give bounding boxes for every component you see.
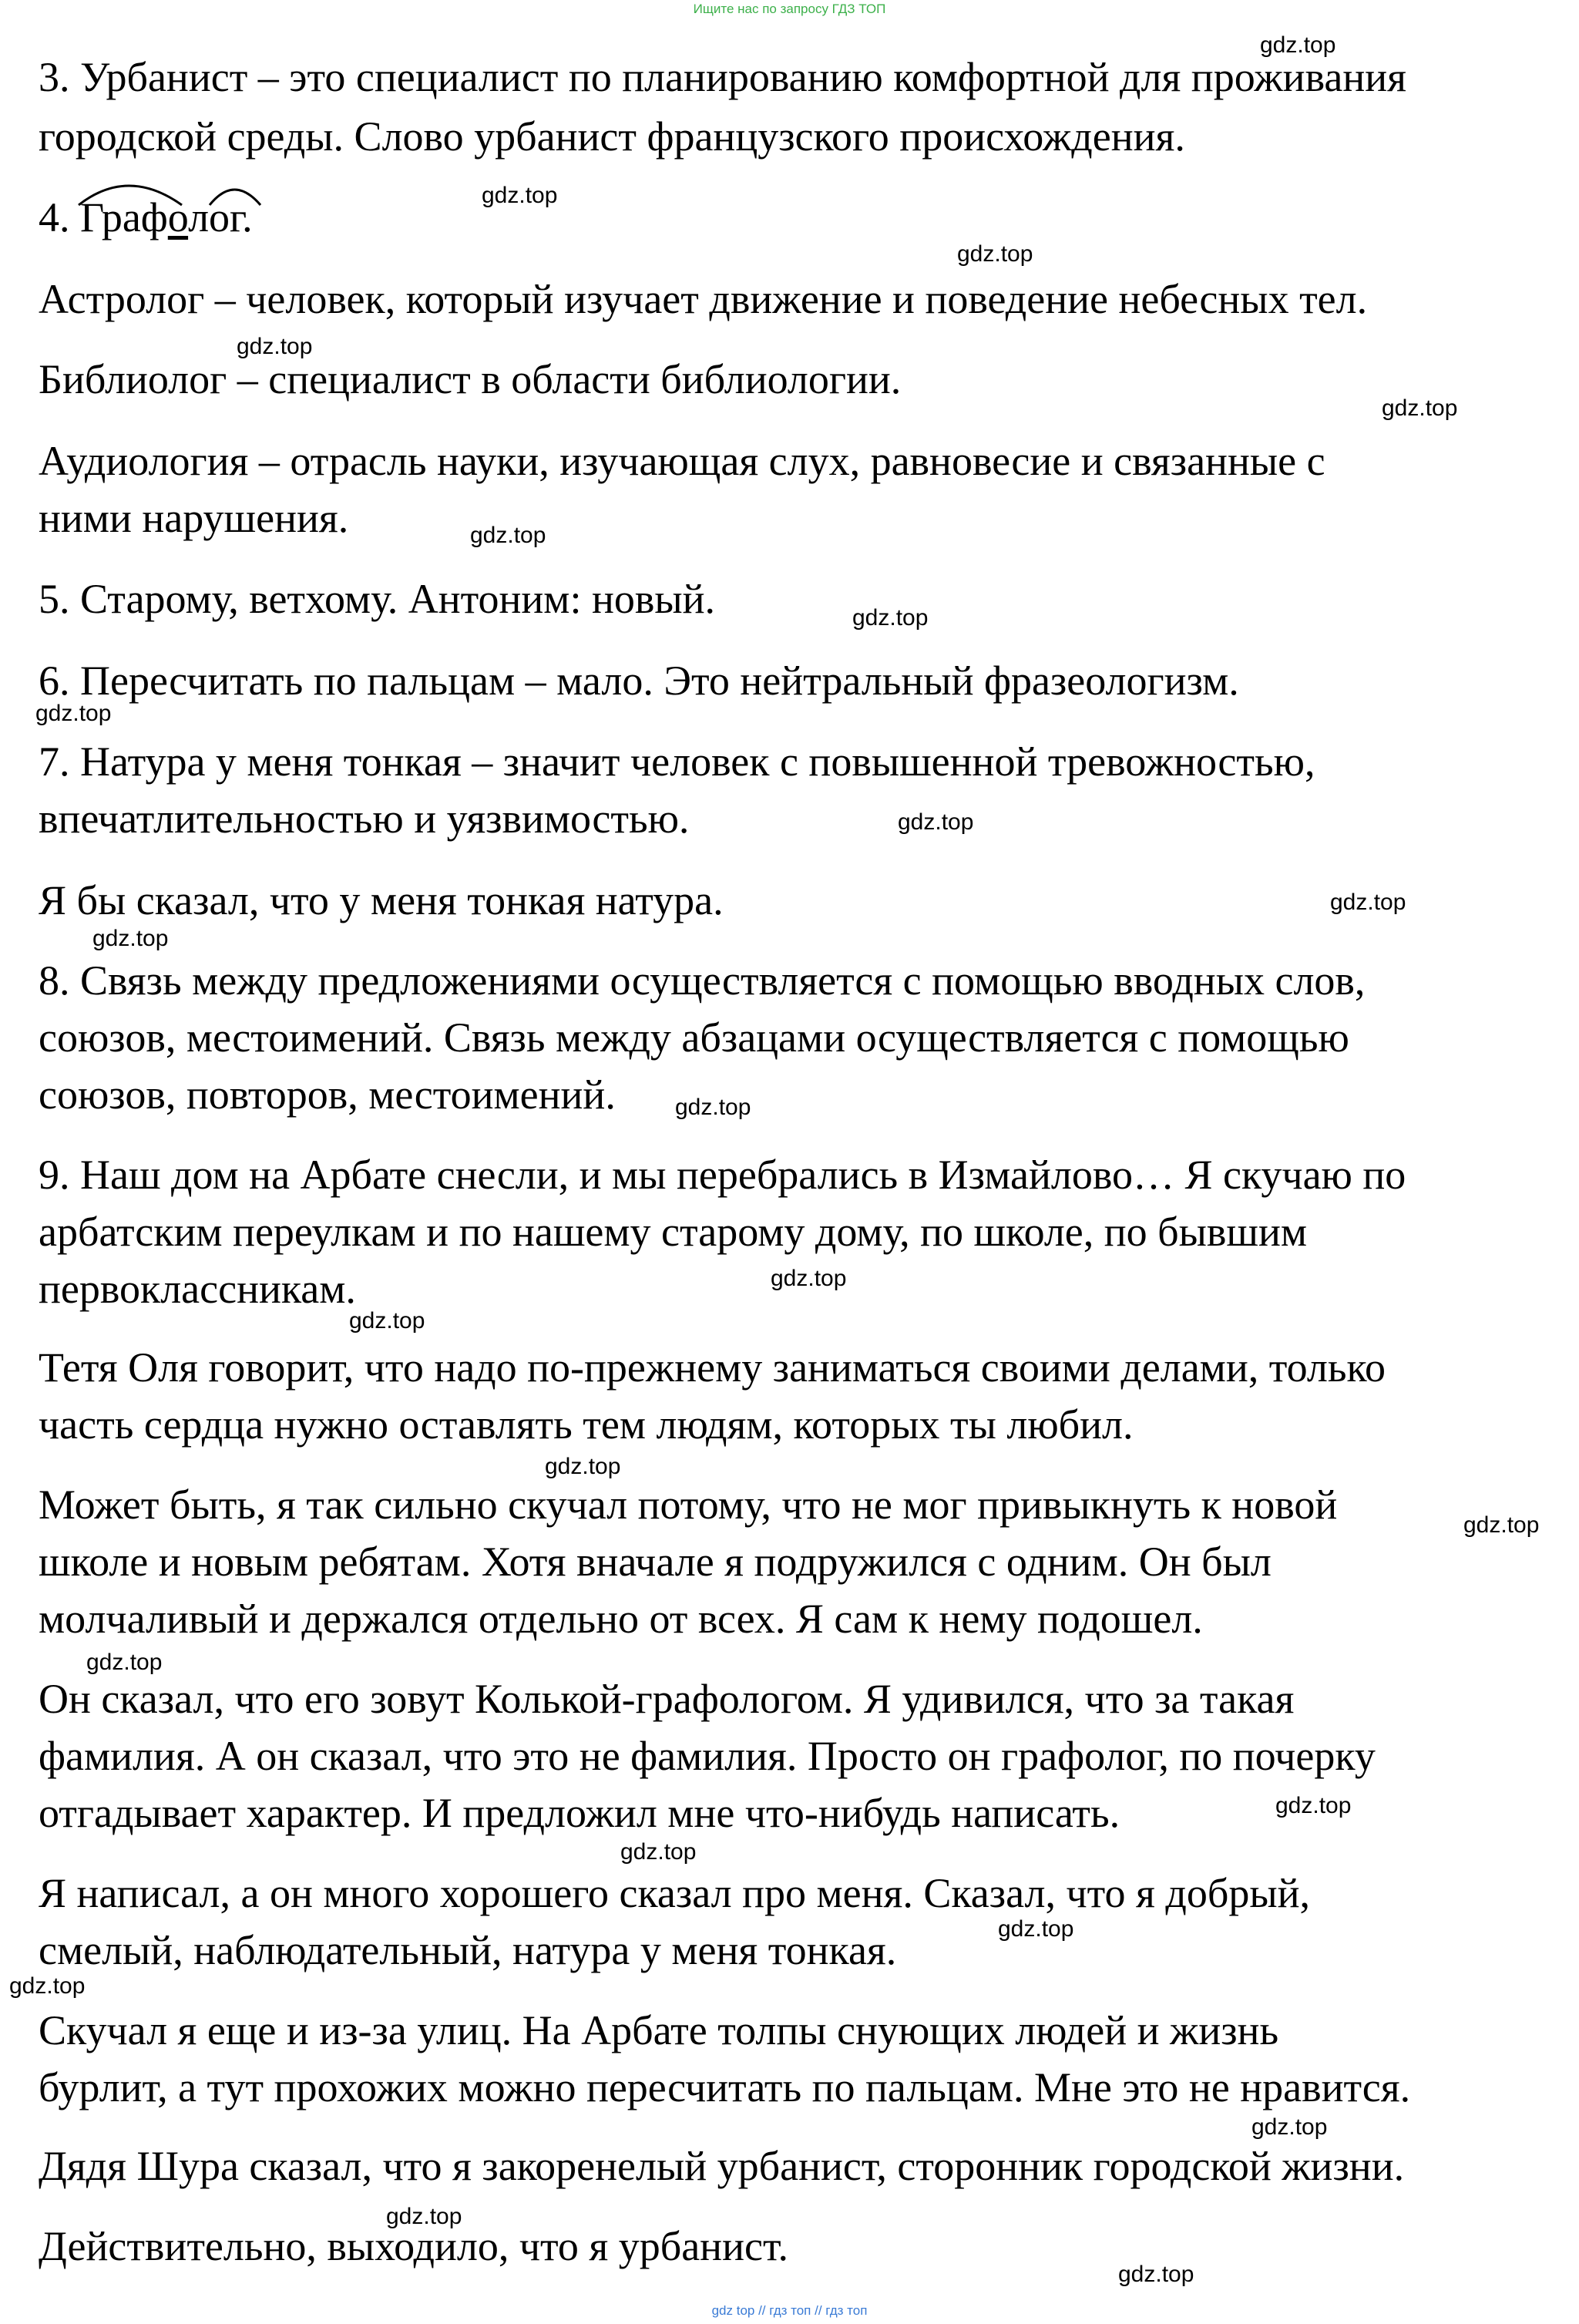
watermark: gdz.top [1382, 395, 1458, 421]
watermark: gdz.top [771, 1266, 847, 1291]
text-line: 7. Натура у меня тонкая – значит человек с повышенной тревожностью, [39, 738, 1315, 785]
watermark: gdz.top [1275, 1793, 1352, 1818]
text-line: смелый, наблюдательный, натура у меня тонкая. [39, 1927, 897, 1973]
text-line: городской среды. Слово урбанист французского происхождения. [39, 113, 1185, 160]
watermark: gdz.top [9, 1973, 86, 1999]
text-line: школе и новым ребятам. Хотя вначале я подружился с одним. Он был [39, 1539, 1272, 1585]
watermark: gdz.top [545, 1454, 621, 1479]
watermark: gdz.top [92, 926, 169, 951]
word-part-prefix: 4. Граф [39, 194, 168, 240]
text-line: впечатлительностью и уязвимостью. [39, 795, 690, 842]
word-part-suffix: лог. [188, 194, 253, 240]
watermark: gdz.top [1330, 890, 1406, 915]
watermark: gdz.top [237, 334, 313, 359]
watermark: gdz.top [957, 241, 1033, 267]
text-line: часть сердца нужно оставлять тем людям, которых ты любил. [39, 1401, 1134, 1448]
text-line: арбатским переулкам и по нашему старому дому, по школе, по бывшим [39, 1209, 1308, 1255]
watermark: gdz.top [620, 1839, 697, 1865]
watermark: gdz.top [482, 183, 558, 208]
text-line: первоклассникам. [39, 1266, 356, 1312]
watermark: gdz.top [852, 605, 929, 631]
text-line: Библиолог – специалист в области библиологии. [39, 356, 902, 402]
footer-text: gdz top // гдз топ // гдз топ [711, 2303, 868, 2318]
text-line: 5. Старому, ветхому. Антоним: новый. [39, 576, 716, 622]
watermark: gdz.top [1251, 2114, 1328, 2140]
text-line: отгадывает характер. И предложил мне что-нибудь написать. [39, 1790, 1120, 1836]
watermark: gdz.top [898, 809, 974, 835]
root-arc-icon [74, 171, 267, 210]
text-line: союзов, местоимений. Связь между абзацами осуществляется с помощью [39, 1014, 1349, 1061]
text-line: фамилия. А он сказал, что это не фамилия. Просто он графолог, по почерку [39, 1733, 1376, 1779]
watermark: gdz.top [998, 1916, 1074, 1942]
text-line: союзов, повторов, местоимений. [39, 1071, 616, 1118]
watermark: gdz.top [1463, 1512, 1540, 1538]
watermark: gdz.top [349, 1308, 425, 1334]
text-line: 6. Пересчитать по пальцам – мало. Это нейтральный фразеологизм. [39, 658, 1239, 704]
top-banner: Ищите нас по запросу ГДЗ ТОП [693, 2, 886, 16]
watermark: gdz.top [35, 701, 112, 726]
text-line: Я бы сказал, что у меня тонкая натура. [39, 877, 724, 923]
text-line: Аудиология – отрасль науки, изучающая слух, равновесие и связанные с [39, 438, 1325, 484]
text-line: Астролог – человек, который изучает движение и поведение небесных тел. [39, 276, 1368, 322]
watermark: gdz.top [1260, 32, 1336, 58]
connecting-vowel: о [167, 194, 189, 240]
text-line: молчаливый и держался отдельно от всех. Я сам к нему подошел. [39, 1596, 1203, 1642]
watermark: gdz.top [86, 1650, 163, 1675]
text-line: Я написал, а он много хорошего сказал про меня. Сказал, что я добрый, [39, 1870, 1311, 1916]
watermark: gdz.top [470, 523, 546, 548]
text-line: Может быть, я так сильно скучал потому, что не мог привыкнуть к новой [39, 1482, 1338, 1528]
text-line: 3. Урбанист – это специалист по планированию комфортной для проживания [39, 54, 1406, 100]
watermark: gdz.top [675, 1095, 751, 1120]
text-line: Скучал я еще и из-за улиц. На Арбате толпы снующих людей и жизнь [39, 2007, 1279, 2053]
text-line: Действительно, выходило, что я урбанист. [39, 2223, 788, 2269]
watermark: gdz.top [386, 2204, 462, 2229]
text-line: Дядя Шура сказал, что я закоренелый урбанист, сторонник городской жизни. [39, 2143, 1405, 2189]
text-line: 8. Связь между предложениями осуществляется с помощью вводных слов, [39, 957, 1366, 1004]
text-line: 9. Наш дом на Арбате снесли, и мы перебрались в Измайлово… Я скучаю по [39, 1152, 1406, 1198]
text-line: бурлит, а тут прохожих можно пересчитать по пальцам. Мне это не нравится. [39, 2064, 1411, 2110]
text-line: Тетя Оля говорит, что надо по-прежнему заниматься своими делами, только [39, 1344, 1386, 1391]
watermark: gdz.top [1118, 2262, 1194, 2287]
text-line: Он сказал, что его зовут Колькой-графологом. Я удивился, что за такая [39, 1676, 1295, 1722]
text-line: ними нарушения. [39, 495, 349, 541]
